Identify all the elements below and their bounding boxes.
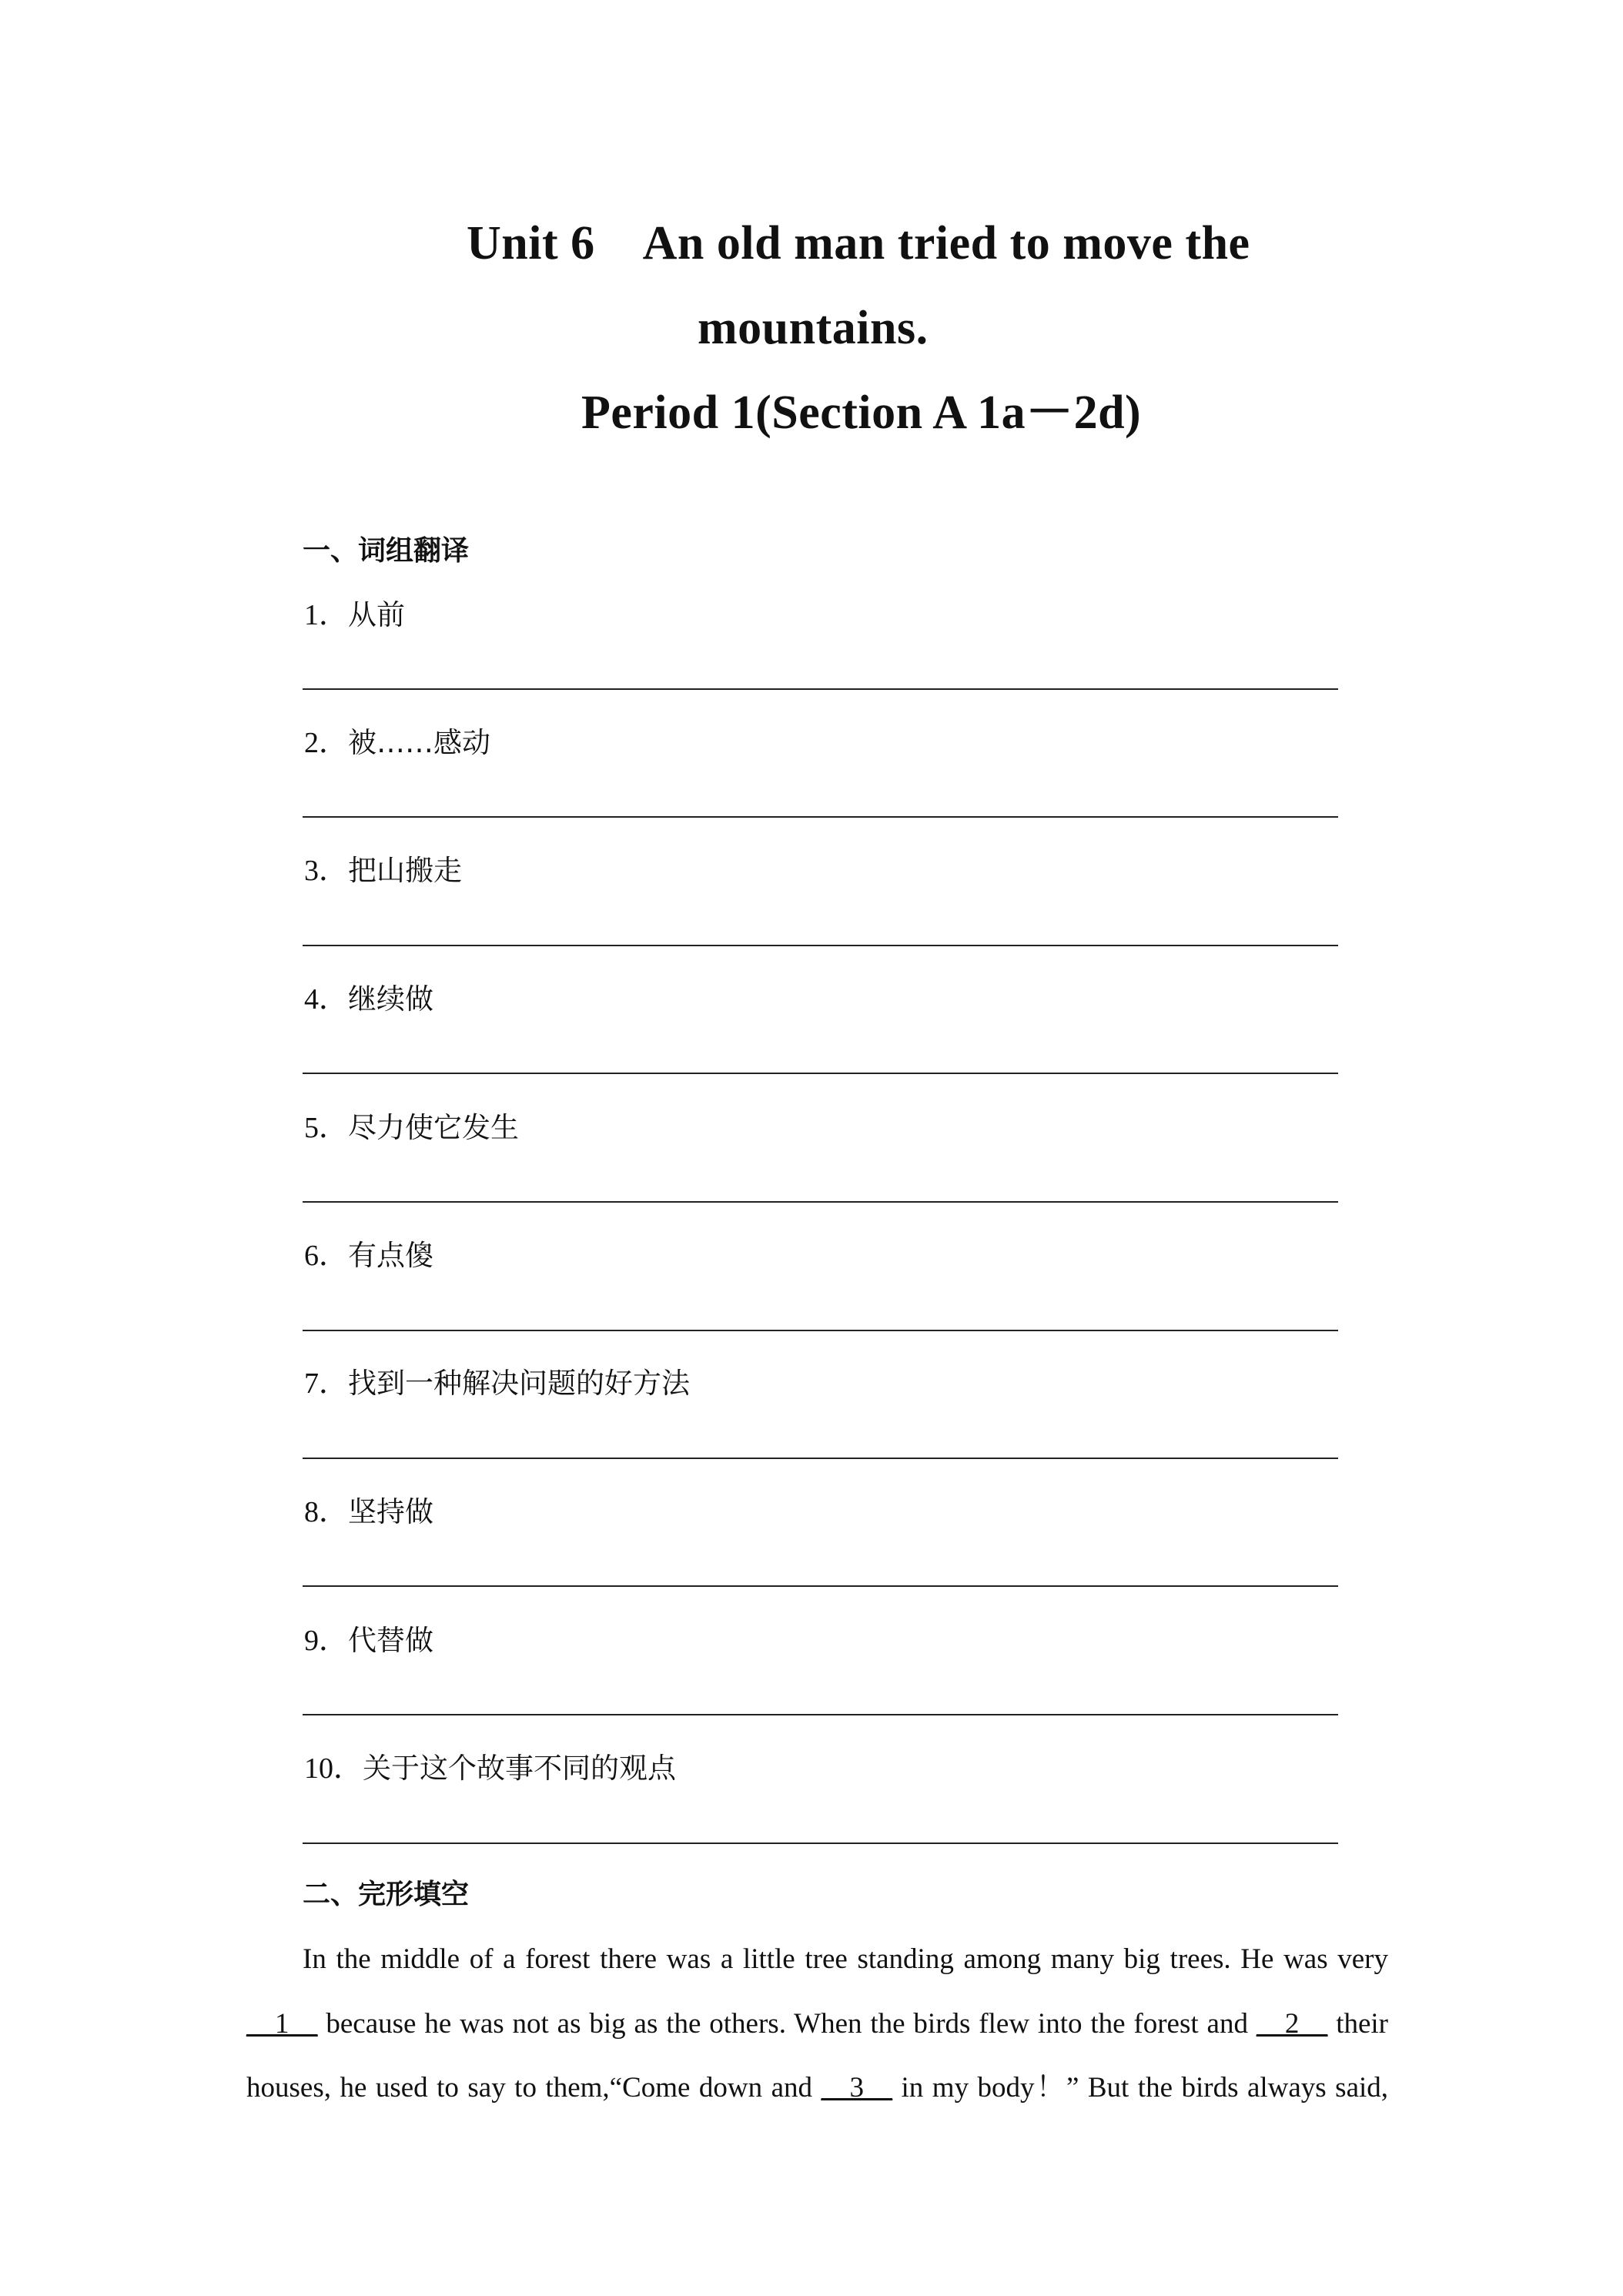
question-text: 尽力使它发生	[348, 1111, 520, 1144]
question-number: 5．	[304, 1112, 349, 1144]
passage-text: their	[1336, 2008, 1389, 2040]
passage-text: houses, he used to say to them,“Come down and	[246, 2072, 813, 2104]
answer-line[interactable]	[303, 1330, 1338, 1331]
page-subtitle: Period 1(Section A 1a－2d)	[581, 387, 1142, 439]
question-text: 代替做	[348, 1624, 434, 1657]
question-number: 8．	[304, 1496, 349, 1528]
answer-line[interactable]	[303, 1073, 1338, 1074]
question-item	[304, 856, 462, 885]
question-number: 3．	[304, 855, 349, 887]
question-item	[304, 1241, 433, 1270]
question-item	[304, 1495, 434, 1528]
answer-line[interactable]	[303, 1842, 1338, 1844]
unit-label: Unit 6	[467, 217, 595, 269]
title-text: An old man tried to move the	[642, 217, 1250, 269]
question-text: 继续做	[348, 982, 434, 1016]
question-text: 坚持做	[348, 1495, 434, 1528]
cloze-blank[interactable]: __3__	[821, 2072, 893, 2104]
question-text: 找到一种解决问题的好方法	[348, 1367, 691, 1400]
section-heading-phrase-translation: 一、词组翻译	[303, 535, 470, 567]
passage-line: In the middle of a forest there was a little tree standing among many big trees. He was very	[303, 1943, 1388, 1975]
page-title-line-1	[467, 219, 1250, 267]
answer-line[interactable]	[303, 688, 1338, 690]
question-text: 有点傻	[348, 1239, 434, 1272]
cloze-blank[interactable]: __1__	[246, 2008, 318, 2040]
question-text: 把山搬走	[348, 854, 463, 887]
answer-line[interactable]	[303, 1458, 1338, 1459]
question-text: 关于这个故事不同的观点	[363, 1752, 677, 1785]
question-text: 被……感动	[348, 726, 491, 759]
passage-text: in my body！” But the birds always said,	[901, 2072, 1389, 2104]
question-item	[304, 982, 434, 1016]
question-item	[304, 728, 490, 758]
question-item	[304, 1113, 519, 1143]
question-number: 2．	[304, 727, 349, 759]
answer-line[interactable]	[303, 1201, 1338, 1203]
answer-line[interactable]	[303, 816, 1338, 818]
question-text: 从前	[348, 598, 406, 631]
question-number: 9．	[304, 1625, 349, 1657]
question-number: 1．	[304, 599, 349, 631]
cloze-blank[interactable]: __2__	[1256, 2008, 1328, 2040]
answer-line[interactable]	[303, 945, 1338, 946]
question-item	[304, 598, 406, 631]
question-number: 4．	[304, 983, 349, 1016]
passage-line	[246, 2073, 1388, 2102]
question-item	[304, 1369, 690, 1398]
question-item	[304, 1626, 433, 1655]
question-number: 6．	[304, 1240, 349, 1272]
page-title-line-2: mountains.	[698, 302, 929, 354]
section-heading-cloze: 二、完形填空	[303, 1879, 470, 1910]
question-number: 10．	[304, 1752, 363, 1785]
passage-text: because he was not as big as the others. When the birds flew into the forest and	[326, 2008, 1248, 2040]
question-number: 7．	[304, 1367, 349, 1400]
answer-line[interactable]	[303, 1585, 1338, 1587]
question-item	[304, 1754, 676, 1783]
answer-line[interactable]	[303, 1714, 1338, 1715]
passage-line	[246, 2010, 1388, 2038]
